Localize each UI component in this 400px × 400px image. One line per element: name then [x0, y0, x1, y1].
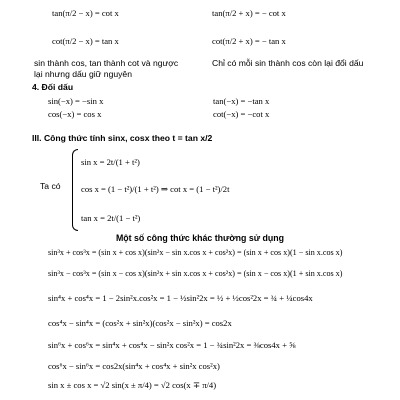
note-left-line1: sin thành cos, tan thành cot và ngược — [34, 58, 179, 68]
formula-cos-t: cos x = (1 − t²)/(1 + t²) ⇒ cot x = (1 − t²)/2t — [81, 184, 230, 194]
formula-sin-neg: sin(−x) = −sin x — [48, 96, 104, 106]
formula-cos-neg: cos(−x) = cos x — [48, 109, 102, 119]
identity-cos6-minus-sin6: cos⁶x − sin⁶x = cos2x(sin⁴x + cos⁴x + sin²x cos²x) — [48, 361, 220, 371]
note-right: Chỉ có mỗi sin thành cos còn lại đổi dấu — [212, 58, 364, 68]
identity-sin4-plus-cos4: sin⁴x + cos⁴x = 1 − 2sin²x.cos²x = 1 − ½sin²2x = ½ + ½cos²2x = ¾ + ¼cos4x — [48, 293, 313, 303]
heading-common-formulas: Một số công thức khác thường sử dụng — [115, 233, 285, 243]
formula-tan-pi2-minus: tan(π/2 − x) = cot x — [52, 8, 119, 18]
label-ta-co: Ta có — [40, 181, 61, 191]
formula-tan-pi2-plus: tan(π/2 + x) = − cot x — [212, 8, 286, 18]
formula-sin-t: sin x = 2t/(1 + t²) — [81, 157, 140, 167]
identity-sin3-plus-cos3: sin³x + cos³x = (sin x + cos x)(sin²x − sin x.cos x + cos²x) = (sin x + cos x)(1 − sin x.cos x) — [48, 248, 343, 257]
note-left-line2: lại nhưng dấu giữ nguyên — [34, 69, 132, 79]
formula-tan-neg: tan(−x) = −tan x — [213, 96, 270, 106]
identity-sin-pm-cos: sin x ± cos x = √2 sin(x ± π/4) = √2 cos(x ∓ π/4) — [48, 380, 217, 390]
formula-tan-t: tan x = 2t/(1 − t²) — [81, 213, 141, 223]
formula-cot-neg: cot(−x) = −cot x — [213, 109, 270, 119]
identity-sin6-plus-cos6: sin⁶x + cos⁶x = sin⁴x + cos⁴x − sin²x cos²x = 1 − ¾sin²2x = ⅜cos4x + ⅝ — [48, 340, 296, 350]
heading-doi-dau: 4. Đối dấu — [32, 82, 74, 92]
identity-cos4-minus-sin4: cos⁴x − sin⁴x = (cos²x + sin²x)(cos²x − sin²x) = cos2x — [48, 318, 232, 328]
identity-sin3-minus-cos3: sin³x − cos³x = (sin x − cos x)(sin²x + sin x.cos x + cos²x) = (sin x − cos x)(1 + sin x.cos x) — [48, 269, 343, 278]
system-brace — [72, 149, 78, 231]
formula-cot-pi2-minus: cot(π/2 − x) = tan x — [52, 36, 119, 46]
heading-section-iii: III. Công thức tính sinx, cosx theo t = tan x/2 — [32, 133, 213, 143]
formula-cot-pi2-plus: cot(π/2 + x) = − tan x — [212, 36, 286, 46]
